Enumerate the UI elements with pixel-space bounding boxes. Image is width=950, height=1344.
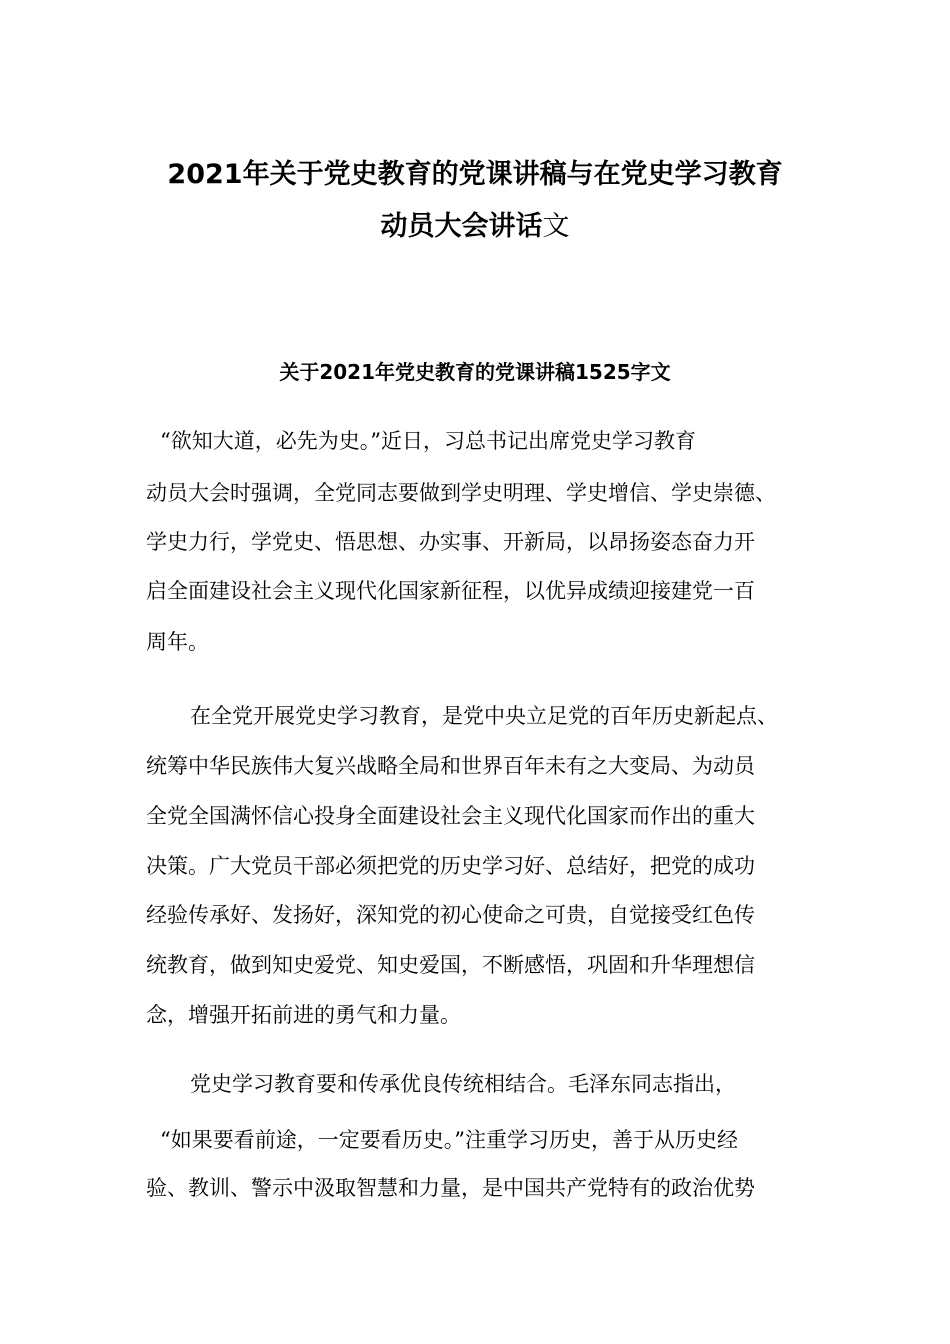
paragraph-1-line-2: 动员大会时强调，全党同志要做到学史明理、学史增信、学史崇德、: [146, 481, 776, 505]
document-title-line-2: [100, 204, 850, 250]
document-title-line-2-tail: 文: [542, 211, 570, 242]
paragraph-2-line-1: 在全党开展党史学习教育，是党中央立足党的百年历史新起点、: [190, 704, 778, 728]
document-title-line-1: 2021年关于党史教育的党课讲稿与在党史学习教育: [167, 159, 783, 190]
section-subtitle: 关于2021年党史教育的党课讲稿1525字文: [279, 360, 671, 384]
paragraph-2-line-7: 念，增强开拓前进的勇气和力量。: [146, 1003, 461, 1027]
paragraph-2-line-6: 统教育，做到知史爱党、知史爱国，不断感悟，巩固和升华理想信: [146, 953, 755, 977]
paragraph-3-line-1: 党史学习教育要和传承优良传统相结合。毛泽东同志指出，: [190, 1072, 736, 1096]
paragraph-1-line-5: 周年。: [146, 630, 209, 654]
paragraph-2-line-5: 经验传承好、发扬好，深知党的初心使命之可贵，自觉接受红色传: [146, 903, 755, 927]
paragraph-3-line-2: “如果要看前途，一定要看历史。”注重学习历史，善于从历史经: [160, 1128, 738, 1152]
paragraph-1-line-3: 学史力行，学党史、悟思想、办实事、开新局，以昂扬姿态奋力开: [146, 530, 755, 554]
document-title-line-2-main: 动员大会讲话: [380, 211, 543, 242]
paragraph-1-line-4: 启全面建设社会主义现代化国家新征程，以优异成绩迎接建党一百: [146, 579, 755, 603]
paragraph-2-line-2: 统筹中华民族伟大复兴战略全局和世界百年未有之大变局、为动员: [146, 754, 755, 778]
paragraph-2-line-3: 全党全国满怀信心投身全面建设社会主义现代化国家而作出的重大: [146, 804, 755, 828]
paragraph-2-line-4: 决策。广大党员干部必须把党的历史学习好、总结好，把党的成功: [146, 854, 755, 878]
paragraph-3-line-3: 验、教训、警示中汲取智慧和力量，是中国共产党特有的政治优势: [146, 1176, 755, 1200]
paragraph-1-line-1: “欲知大道，必先为史。”近日，习总书记出席党史学习教育: [160, 429, 696, 453]
